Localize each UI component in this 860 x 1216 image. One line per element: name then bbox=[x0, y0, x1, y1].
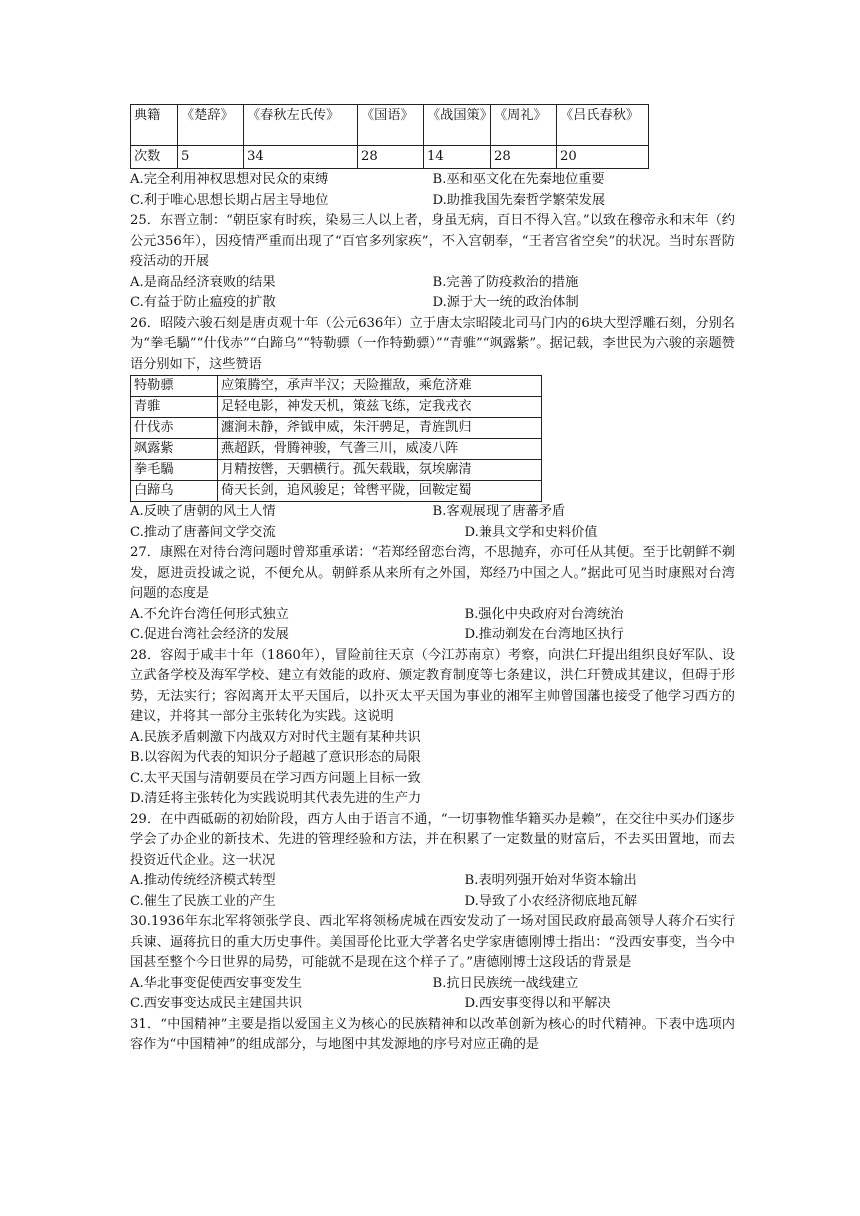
option-b: B.客观展现了唐蕃矛盾 bbox=[432, 504, 566, 519]
option-a: A.是商品经济衰败的结果 bbox=[130, 274, 276, 290]
inscription: 倚天长剑，追风骏足；耸辔平陇，回鞍定蜀 bbox=[218, 481, 542, 502]
table-cell: 《战国策》 bbox=[424, 105, 491, 146]
q31-stem: 31．“中国精神”主要是指以爱国主义为核心的民族精神和以改革创新为核心的时代精神。下表中选项内容作为“中国精神”的组成部分，与地图中其发源地的序号对应正确的是 bbox=[130, 1016, 735, 1052]
option-a: A.民族矛盾刺激下内战双方对时代主题有某种共识 bbox=[130, 729, 421, 745]
horse-name: 拳毛騧 bbox=[131, 460, 218, 481]
option-b: B.完善了防疫救治的措施 bbox=[432, 274, 579, 290]
q30-options bbox=[130, 974, 735, 1015]
option-d: D.兼具文学和史料价值 bbox=[464, 524, 598, 540]
option-c: C.催生了民族工业的产生 bbox=[130, 893, 276, 909]
option-b: B.抗日民族统一战线建立 bbox=[432, 975, 579, 991]
q25-stem: 25．东晋立制：“朝臣家有时疾，染易三人以上者，身虽无病，百日不得入宫。”以致在穆帝永和末年（约公元356年），因疫情严重而出现了“百官多列家疾”，不入宫朝奉，“王者宫省空矣”的状况。当时东晋防疫活动的开展 bbox=[130, 213, 735, 269]
horse-name: 特勒骠 bbox=[131, 376, 218, 397]
option-a: A.华北事变促使西安事变发生 bbox=[130, 975, 302, 991]
table-cell: 《春秋左氏传》 bbox=[244, 105, 358, 146]
q25-options bbox=[130, 273, 735, 314]
option-c: C.太平天国与清朝要员在学习西方问题上目标一致 bbox=[130, 770, 421, 786]
table-cell: 《楚辞》 bbox=[178, 105, 244, 146]
table-cell: 次数 bbox=[131, 146, 178, 169]
exam-page bbox=[130, 104, 735, 1056]
table-cell: 34 bbox=[244, 146, 358, 169]
horse-inscription-table bbox=[130, 375, 542, 502]
table-cell: 28 bbox=[358, 146, 424, 169]
q29-options bbox=[130, 871, 735, 912]
inscription: 燕超跃，骨腾神骏，气詟三川，威凌八阵 bbox=[218, 439, 542, 460]
horse-name: 什伐赤 bbox=[131, 418, 218, 439]
table-cell: 《国语》 bbox=[358, 105, 424, 146]
option-d: D.导致了小农经济彻底地瓦解 bbox=[464, 893, 638, 909]
q30-stem: 30.1936年东北军将领张学良、西北军将领杨虎城在西安发动了一场对国民政府最高领导人蒋介石实行兵谏、逼蒋抗日的重大历史事件。美国哥伦比亚大学著名史学家唐德刚博士指出：“没西安事变，当今中国甚至整个今日世界的局势，可能就不是现在这个样子了。”唐德刚博士这段话的背景是 bbox=[130, 914, 735, 970]
table-cell: 《周礼》 bbox=[491, 105, 557, 146]
table-cell: 28 bbox=[491, 146, 557, 169]
q26-stem: 26．昭陵六骏石刻是唐贞观十年（公元636年）立于唐太宗昭陵北司马门内的6块大型浮雕石刻，分别名为“拳毛騧”“什伐赤”“白蹄乌”“特勒骠（一作特勤骠）”“青骓”“飒露紫”。据记载，李世民为六骏的亲题赞语分别如下，这些赞语 bbox=[130, 315, 735, 372]
inscription: 月精按辔，天驷横行。孤矢载戢，氛埃廓清 bbox=[218, 460, 542, 481]
option-d: D.助推我国先秦哲学繁荣发展 bbox=[432, 192, 606, 208]
option-b: B.巫和巫文化在先秦地位重要 bbox=[432, 172, 605, 187]
classics-count-table bbox=[130, 104, 649, 169]
inscription: 足轻电影，神发天机，策兹飞练，定我戎衣 bbox=[218, 397, 542, 418]
table-cell: 14 bbox=[424, 146, 491, 169]
q28-options bbox=[130, 728, 735, 810]
horse-name: 青骓 bbox=[131, 397, 218, 418]
horse-name: 飒露紫 bbox=[131, 439, 218, 460]
table-cell: 典籍 bbox=[131, 105, 178, 146]
q24-options bbox=[130, 170, 735, 211]
option-d: D.源于大一统的政治体制 bbox=[432, 295, 579, 310]
option-c: C.推动了唐蕃间文学交流 bbox=[130, 524, 276, 540]
option-a: A.推动传统经济模式转型 bbox=[130, 873, 276, 888]
q26-options bbox=[130, 502, 735, 543]
option-d: D.推动剃发在台湾地区执行 bbox=[464, 627, 624, 642]
option-c: C.利于唯心思想长期占居主导地位 bbox=[130, 192, 329, 208]
option-c: C.有益于防止瘟疫的扩散 bbox=[130, 295, 276, 310]
option-b: B.以容闳为代表的知识分子超越了意识形态的局限 bbox=[130, 750, 421, 765]
table-cell: 《吕氏春秋》 bbox=[557, 105, 649, 146]
inscription: 瀍涧未静，斧钺申威，朱汗骋足，青旌凯归 bbox=[218, 418, 542, 439]
option-a: A.完全利用神权思想对民众的束缚 bbox=[130, 172, 329, 187]
option-d: D.西安事变得以和平解决 bbox=[464, 996, 611, 1011]
table-cell: 20 bbox=[557, 146, 649, 169]
option-d: D.清廷将主张转化为实践说明其代表先进的生产力 bbox=[130, 791, 422, 806]
q27-options bbox=[130, 605, 735, 646]
inscription: 应策腾空，承声半汉；天险摧敌，乘危济难 bbox=[218, 376, 542, 397]
horse-name: 白蹄乌 bbox=[131, 481, 218, 502]
q28-stem: 28．容闳于咸丰十年（1860年），冒险前往天京（今江苏南京）考察，向洪仁玕提出组织良好军队、设立武备学校及海军学校、建立有效能的政府、颁定教育制度等七条建议，洪仁玕赞成其建议，但碍于形势，无法实行；容闳离开太平天国后，以扑灭太平天国为事业的湘军主帅曾国藩也接受了他学习西方的建议，并将其一部分主张转化为实践。这说明 bbox=[130, 647, 735, 724]
option-a: A.不允许台湾任何形式独立 bbox=[130, 606, 289, 622]
q29-stem: 29．在中西砥砺的初始阶段，西方人由于语言不通，“一切事物惟华籍买办是赖”，在交往中买办们逐步学会了办企业的新技术、先进的管理经验和方法，并在积累了一定数量的财富后，不去买田置地，而去投资近代企业。这一状况 bbox=[130, 811, 735, 868]
option-a: A.反映了唐朝的风土人情 bbox=[130, 504, 276, 519]
q27-stem: 27．康熙在对待台湾问题时曾郑重承诺：“若郑经留恋台湾，不思抛弃，亦可任从其便。至于比朝鲜不剃发，愿进贡投诚之说，不便允从。朝鲜系从来所有之外国，郑经乃中国之人。”据此可见当时康熙对台湾问题的态度是 bbox=[130, 545, 735, 601]
option-c: C.西安事变达成民主建国共识 bbox=[130, 996, 303, 1011]
option-b: B.表明列强开始对华资本输出 bbox=[464, 873, 637, 888]
option-c: C.促进台湾社会经济的发展 bbox=[130, 627, 289, 642]
table-cell: 5 bbox=[178, 146, 244, 169]
option-b: B.强化中央政府对台湾统治 bbox=[464, 606, 624, 622]
